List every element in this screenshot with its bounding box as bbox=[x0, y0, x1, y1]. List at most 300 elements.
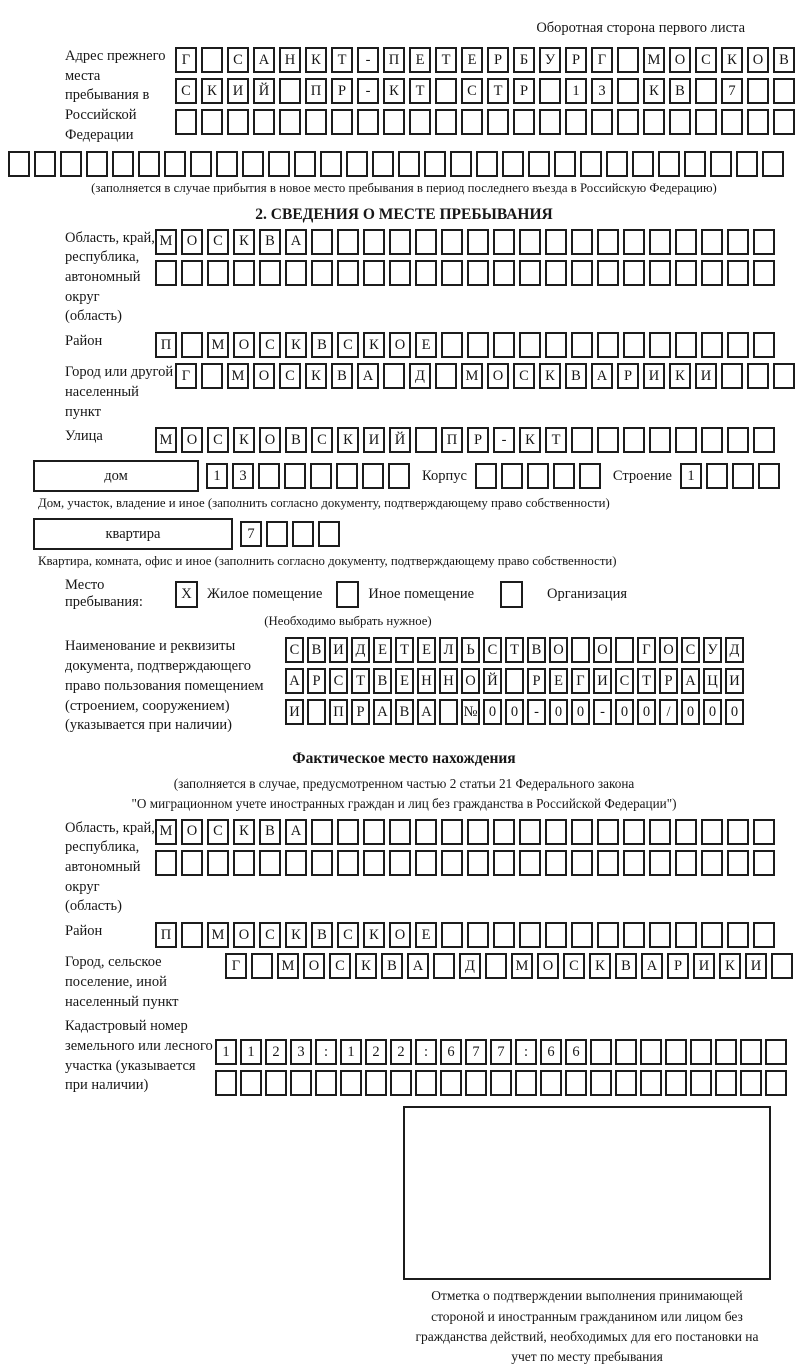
char-cell[interactable]: М bbox=[207, 332, 229, 358]
char-cell[interactable] bbox=[765, 1070, 787, 1096]
char-cell[interactable] bbox=[513, 109, 535, 135]
char-cell[interactable]: / bbox=[659, 699, 678, 725]
char-cell[interactable]: С bbox=[563, 953, 585, 979]
char-cell[interactable] bbox=[265, 1070, 287, 1096]
char-cell[interactable]: К bbox=[337, 427, 359, 453]
char-cell[interactable]: 1 bbox=[680, 463, 702, 489]
char-cell[interactable] bbox=[398, 151, 420, 177]
char-cell[interactable] bbox=[554, 151, 576, 177]
char-cell[interactable]: Г bbox=[637, 637, 656, 663]
char-cell[interactable]: К bbox=[643, 78, 665, 104]
char-cell[interactable] bbox=[388, 463, 410, 489]
char-cell[interactable] bbox=[207, 260, 229, 286]
char-cell[interactable] bbox=[649, 922, 671, 948]
char-cell[interactable] bbox=[615, 1070, 637, 1096]
char-cell[interactable]: П bbox=[305, 78, 327, 104]
char-cell[interactable]: А bbox=[253, 47, 275, 73]
char-cell[interactable] bbox=[753, 850, 775, 876]
char-cell[interactable]: Т bbox=[505, 637, 524, 663]
char-cell[interactable]: Т bbox=[545, 427, 567, 453]
char-cell[interactable]: Д bbox=[725, 637, 744, 663]
char-cell[interactable]: Е bbox=[549, 668, 568, 694]
char-cell[interactable] bbox=[337, 260, 359, 286]
char-cell[interactable] bbox=[597, 819, 619, 845]
char-cell[interactable] bbox=[207, 850, 229, 876]
char-cell[interactable] bbox=[279, 78, 301, 104]
char-cell[interactable] bbox=[279, 109, 301, 135]
char-cell[interactable] bbox=[695, 78, 717, 104]
char-cell[interactable]: С bbox=[207, 819, 229, 845]
char-cell[interactable]: Р bbox=[351, 699, 370, 725]
char-cell[interactable] bbox=[753, 427, 775, 453]
char-cell[interactable] bbox=[727, 819, 749, 845]
char-cell[interactable]: П bbox=[155, 922, 177, 948]
char-cell[interactable] bbox=[675, 819, 697, 845]
char-cell[interactable] bbox=[372, 151, 394, 177]
char-cell[interactable] bbox=[181, 850, 203, 876]
char-cell[interactable]: 2 bbox=[390, 1039, 412, 1065]
char-cell[interactable] bbox=[240, 1070, 262, 1096]
char-cell[interactable]: Р bbox=[617, 363, 639, 389]
char-cell[interactable] bbox=[773, 78, 795, 104]
char-cell[interactable]: О bbox=[389, 922, 411, 948]
char-cell[interactable]: О bbox=[669, 47, 691, 73]
char-cell[interactable]: И bbox=[363, 427, 385, 453]
char-cell[interactable]: О bbox=[181, 427, 203, 453]
char-cell[interactable]: К bbox=[285, 332, 307, 358]
char-cell[interactable] bbox=[362, 463, 384, 489]
char-cell[interactable] bbox=[571, 850, 593, 876]
char-cell[interactable]: К bbox=[355, 953, 377, 979]
char-cell[interactable] bbox=[285, 850, 307, 876]
char-cell[interactable]: И bbox=[285, 699, 304, 725]
char-cell[interactable] bbox=[311, 229, 333, 255]
char-cell[interactable]: № bbox=[461, 699, 480, 725]
char-cell[interactable] bbox=[643, 109, 665, 135]
char-cell[interactable]: В bbox=[285, 427, 307, 453]
char-cell[interactable] bbox=[753, 260, 775, 286]
char-cell[interactable]: К bbox=[519, 427, 541, 453]
char-cell[interactable] bbox=[190, 151, 212, 177]
char-cell[interactable] bbox=[519, 922, 541, 948]
char-cell[interactable]: 7 bbox=[240, 521, 262, 547]
char-cell[interactable] bbox=[285, 260, 307, 286]
char-cell[interactable]: П bbox=[155, 332, 177, 358]
char-cell[interactable]: 3 bbox=[232, 463, 254, 489]
char-cell[interactable]: 6 bbox=[440, 1039, 462, 1065]
char-cell[interactable] bbox=[701, 332, 723, 358]
char-cell[interactable] bbox=[649, 819, 671, 845]
char-cell[interactable]: О bbox=[233, 922, 255, 948]
char-cell[interactable]: 0 bbox=[703, 699, 722, 725]
char-cell[interactable] bbox=[307, 699, 326, 725]
char-cell[interactable]: И bbox=[643, 363, 665, 389]
char-cell[interactable] bbox=[60, 151, 82, 177]
char-cell[interactable]: А bbox=[641, 953, 663, 979]
char-cell[interactable]: - bbox=[493, 427, 515, 453]
char-cell[interactable]: К bbox=[589, 953, 611, 979]
char-cell[interactable]: 0 bbox=[637, 699, 656, 725]
char-cell[interactable] bbox=[571, 819, 593, 845]
char-cell[interactable]: А bbox=[373, 699, 392, 725]
char-cell[interactable]: С bbox=[329, 668, 348, 694]
char-cell[interactable]: С bbox=[483, 637, 502, 663]
char-cell[interactable]: Н bbox=[279, 47, 301, 73]
char-cell[interactable] bbox=[493, 332, 515, 358]
char-cell[interactable]: В bbox=[395, 699, 414, 725]
char-cell[interactable] bbox=[736, 151, 758, 177]
char-cell[interactable] bbox=[266, 521, 288, 547]
char-cell[interactable]: О bbox=[253, 363, 275, 389]
char-cell[interactable] bbox=[389, 819, 411, 845]
char-cell[interactable]: С bbox=[207, 427, 229, 453]
char-cell[interactable] bbox=[675, 427, 697, 453]
char-cell[interactable]: Г bbox=[571, 668, 590, 694]
char-cell[interactable] bbox=[690, 1070, 712, 1096]
char-cell[interactable]: М bbox=[643, 47, 665, 73]
char-cell[interactable] bbox=[747, 363, 769, 389]
char-cell[interactable] bbox=[465, 1070, 487, 1096]
char-cell[interactable] bbox=[415, 229, 437, 255]
char-cell[interactable] bbox=[390, 1070, 412, 1096]
char-cell[interactable] bbox=[753, 922, 775, 948]
char-cell[interactable]: К bbox=[719, 953, 741, 979]
char-cell[interactable]: С bbox=[285, 637, 304, 663]
char-cell[interactable] bbox=[762, 151, 784, 177]
char-cell[interactable]: И bbox=[693, 953, 715, 979]
char-cell[interactable] bbox=[415, 1070, 437, 1096]
char-cell[interactable] bbox=[623, 229, 645, 255]
char-cell[interactable] bbox=[505, 668, 524, 694]
char-cell[interactable] bbox=[501, 463, 523, 489]
char-cell[interactable] bbox=[773, 109, 795, 135]
char-cell[interactable]: С bbox=[513, 363, 535, 389]
char-cell[interactable]: С bbox=[207, 229, 229, 255]
char-cell[interactable]: К bbox=[721, 47, 743, 73]
char-cell[interactable] bbox=[640, 1070, 662, 1096]
char-cell[interactable]: А bbox=[681, 668, 700, 694]
char-cell[interactable]: К bbox=[305, 47, 327, 73]
char-cell[interactable]: М bbox=[155, 229, 177, 255]
char-cell[interactable]: А bbox=[591, 363, 613, 389]
char-cell[interactable] bbox=[112, 151, 134, 177]
char-cell[interactable] bbox=[337, 229, 359, 255]
char-cell[interactable] bbox=[669, 109, 691, 135]
char-cell[interactable] bbox=[441, 850, 463, 876]
char-cell[interactable] bbox=[433, 953, 455, 979]
char-cell[interactable] bbox=[715, 1039, 737, 1065]
char-cell[interactable]: Б bbox=[513, 47, 535, 73]
char-cell[interactable] bbox=[632, 151, 654, 177]
char-cell[interactable] bbox=[571, 637, 590, 663]
char-cell[interactable]: - bbox=[357, 47, 379, 73]
char-cell[interactable] bbox=[415, 850, 437, 876]
char-cell[interactable]: : bbox=[415, 1039, 437, 1065]
char-cell[interactable] bbox=[311, 260, 333, 286]
char-cell[interactable]: М bbox=[227, 363, 249, 389]
char-cell[interactable]: Н bbox=[417, 668, 436, 694]
char-cell[interactable] bbox=[424, 151, 446, 177]
char-cell[interactable]: Ь bbox=[461, 637, 480, 663]
char-cell[interactable]: О bbox=[537, 953, 559, 979]
char-cell[interactable] bbox=[675, 332, 697, 358]
char-cell[interactable]: Й bbox=[253, 78, 275, 104]
char-cell[interactable]: К bbox=[233, 819, 255, 845]
char-cell[interactable] bbox=[747, 109, 769, 135]
char-cell[interactable] bbox=[727, 427, 749, 453]
char-cell[interactable] bbox=[389, 229, 411, 255]
char-cell[interactable] bbox=[268, 151, 290, 177]
char-cell[interactable] bbox=[490, 1070, 512, 1096]
char-cell[interactable] bbox=[227, 109, 249, 135]
char-cell[interactable]: С bbox=[279, 363, 301, 389]
char-cell[interactable] bbox=[493, 229, 515, 255]
char-cell[interactable] bbox=[155, 260, 177, 286]
char-cell[interactable]: М bbox=[155, 819, 177, 845]
char-cell[interactable]: Р bbox=[487, 47, 509, 73]
char-cell[interactable] bbox=[519, 332, 541, 358]
char-cell[interactable] bbox=[740, 1070, 762, 1096]
char-cell[interactable]: С bbox=[337, 332, 359, 358]
char-cell[interactable] bbox=[747, 78, 769, 104]
char-cell[interactable] bbox=[623, 427, 645, 453]
char-cell[interactable]: В bbox=[669, 78, 691, 104]
char-cell[interactable] bbox=[181, 922, 203, 948]
char-cell[interactable]: К bbox=[233, 427, 255, 453]
char-cell[interactable] bbox=[389, 260, 411, 286]
char-cell[interactable] bbox=[216, 151, 238, 177]
char-cell[interactable] bbox=[467, 260, 489, 286]
char-cell[interactable] bbox=[305, 109, 327, 135]
char-cell[interactable] bbox=[580, 151, 602, 177]
char-cell[interactable]: А bbox=[357, 363, 379, 389]
char-cell[interactable] bbox=[86, 151, 108, 177]
char-cell[interactable]: Р bbox=[307, 668, 326, 694]
char-cell[interactable] bbox=[310, 463, 332, 489]
char-cell[interactable] bbox=[441, 229, 463, 255]
char-cell[interactable] bbox=[695, 109, 717, 135]
char-cell[interactable]: 0 bbox=[549, 699, 568, 725]
char-cell[interactable]: Р bbox=[565, 47, 587, 73]
char-cell[interactable]: В bbox=[527, 637, 546, 663]
char-cell[interactable]: 3 bbox=[290, 1039, 312, 1065]
char-cell[interactable]: И bbox=[227, 78, 249, 104]
char-cell[interactable] bbox=[571, 229, 593, 255]
char-cell[interactable] bbox=[493, 819, 515, 845]
char-cell[interactable]: - bbox=[593, 699, 612, 725]
char-cell[interactable] bbox=[461, 109, 483, 135]
char-cell[interactable] bbox=[727, 850, 749, 876]
char-cell[interactable] bbox=[727, 332, 749, 358]
char-cell[interactable] bbox=[665, 1039, 687, 1065]
char-cell[interactable] bbox=[340, 1070, 362, 1096]
char-cell[interactable] bbox=[545, 260, 567, 286]
char-cell[interactable] bbox=[292, 521, 314, 547]
char-cell[interactable] bbox=[485, 953, 507, 979]
char-cell[interactable]: Е bbox=[415, 922, 437, 948]
char-cell[interactable] bbox=[290, 1070, 312, 1096]
char-cell[interactable]: Д bbox=[351, 637, 370, 663]
char-cell[interactable] bbox=[175, 109, 197, 135]
char-cell[interactable]: 1 bbox=[340, 1039, 362, 1065]
residential-checkbox[interactable]: X bbox=[175, 581, 198, 608]
char-cell[interactable] bbox=[294, 151, 316, 177]
char-cell[interactable]: С bbox=[311, 427, 333, 453]
char-cell[interactable]: С bbox=[615, 668, 634, 694]
char-cell[interactable] bbox=[740, 1039, 762, 1065]
char-cell[interactable] bbox=[435, 78, 457, 104]
char-cell[interactable]: О bbox=[487, 363, 509, 389]
char-cell[interactable]: Г bbox=[225, 953, 247, 979]
char-cell[interactable] bbox=[597, 229, 619, 255]
char-cell[interactable]: С bbox=[461, 78, 483, 104]
char-cell[interactable]: 3 bbox=[591, 78, 613, 104]
char-cell[interactable]: И bbox=[725, 668, 744, 694]
char-cell[interactable] bbox=[710, 151, 732, 177]
char-cell[interactable] bbox=[753, 229, 775, 255]
char-cell[interactable] bbox=[615, 637, 634, 663]
char-cell[interactable]: М bbox=[155, 427, 177, 453]
char-cell[interactable]: 1 bbox=[565, 78, 587, 104]
char-cell[interactable] bbox=[597, 260, 619, 286]
char-cell[interactable] bbox=[565, 109, 587, 135]
char-cell[interactable] bbox=[415, 819, 437, 845]
char-cell[interactable]: 7 bbox=[721, 78, 743, 104]
char-cell[interactable] bbox=[597, 332, 619, 358]
char-cell[interactable]: Е bbox=[461, 47, 483, 73]
char-cell[interactable] bbox=[439, 699, 458, 725]
char-cell[interactable] bbox=[383, 109, 405, 135]
char-cell[interactable] bbox=[553, 463, 575, 489]
char-cell[interactable] bbox=[337, 819, 359, 845]
char-cell[interactable]: П bbox=[329, 699, 348, 725]
char-cell[interactable] bbox=[487, 109, 509, 135]
char-cell[interactable]: О bbox=[181, 819, 203, 845]
char-cell[interactable] bbox=[318, 521, 340, 547]
char-cell[interactable]: 0 bbox=[681, 699, 700, 725]
char-cell[interactable]: 7 bbox=[465, 1039, 487, 1065]
char-cell[interactable] bbox=[684, 151, 706, 177]
char-cell[interactable]: М bbox=[461, 363, 483, 389]
char-cell[interactable] bbox=[467, 819, 489, 845]
char-cell[interactable] bbox=[765, 1039, 787, 1065]
char-cell[interactable]: К bbox=[363, 922, 385, 948]
char-cell[interactable] bbox=[233, 850, 255, 876]
char-cell[interactable] bbox=[441, 260, 463, 286]
char-cell[interactable]: О bbox=[593, 637, 612, 663]
char-cell[interactable] bbox=[242, 151, 264, 177]
char-cell[interactable] bbox=[571, 427, 593, 453]
char-cell[interactable]: 1 bbox=[215, 1039, 237, 1065]
char-cell[interactable] bbox=[623, 332, 645, 358]
char-cell[interactable]: П bbox=[441, 427, 463, 453]
other-premises-checkbox[interactable] bbox=[336, 581, 359, 608]
char-cell[interactable]: С bbox=[259, 922, 281, 948]
char-cell[interactable] bbox=[675, 260, 697, 286]
char-cell[interactable] bbox=[467, 229, 489, 255]
char-cell[interactable]: А bbox=[285, 229, 307, 255]
char-cell[interactable] bbox=[138, 151, 160, 177]
char-cell[interactable] bbox=[732, 463, 754, 489]
char-cell[interactable]: С bbox=[227, 47, 249, 73]
char-cell[interactable]: В bbox=[311, 922, 333, 948]
char-cell[interactable] bbox=[435, 109, 457, 135]
char-cell[interactable]: 0 bbox=[571, 699, 590, 725]
char-cell[interactable]: : bbox=[515, 1039, 537, 1065]
char-cell[interactable]: В bbox=[259, 229, 281, 255]
char-cell[interactable]: Е bbox=[409, 47, 431, 73]
char-cell[interactable] bbox=[617, 78, 639, 104]
char-cell[interactable] bbox=[579, 463, 601, 489]
char-cell[interactable] bbox=[649, 850, 671, 876]
char-cell[interactable] bbox=[284, 463, 306, 489]
char-cell[interactable] bbox=[435, 363, 457, 389]
char-cell[interactable] bbox=[665, 1070, 687, 1096]
char-cell[interactable]: К bbox=[305, 363, 327, 389]
char-cell[interactable] bbox=[701, 922, 723, 948]
char-cell[interactable]: В bbox=[773, 47, 795, 73]
char-cell[interactable] bbox=[389, 850, 411, 876]
char-cell[interactable]: 6 bbox=[565, 1039, 587, 1065]
char-cell[interactable] bbox=[597, 850, 619, 876]
char-cell[interactable]: Д bbox=[409, 363, 431, 389]
char-cell[interactable]: Д bbox=[459, 953, 481, 979]
char-cell[interactable] bbox=[493, 260, 515, 286]
char-cell[interactable]: Т bbox=[351, 668, 370, 694]
char-cell[interactable] bbox=[311, 819, 333, 845]
char-cell[interactable] bbox=[164, 151, 186, 177]
char-cell[interactable] bbox=[320, 151, 342, 177]
char-cell[interactable] bbox=[623, 260, 645, 286]
char-cell[interactable]: У bbox=[703, 637, 722, 663]
char-cell[interactable]: Н bbox=[439, 668, 458, 694]
char-cell[interactable] bbox=[441, 819, 463, 845]
char-cell[interactable] bbox=[8, 151, 30, 177]
char-cell[interactable] bbox=[675, 229, 697, 255]
char-cell[interactable] bbox=[450, 151, 472, 177]
char-cell[interactable] bbox=[615, 1039, 637, 1065]
char-cell[interactable]: В bbox=[381, 953, 403, 979]
char-cell[interactable] bbox=[441, 922, 463, 948]
char-cell[interactable] bbox=[409, 109, 431, 135]
char-cell[interactable]: Й bbox=[389, 427, 411, 453]
char-cell[interactable] bbox=[363, 260, 385, 286]
char-cell[interactable] bbox=[606, 151, 628, 177]
char-cell[interactable] bbox=[155, 850, 177, 876]
char-cell[interactable]: С bbox=[681, 637, 700, 663]
char-cell[interactable]: О bbox=[303, 953, 325, 979]
char-cell[interactable] bbox=[727, 922, 749, 948]
char-cell[interactable] bbox=[336, 463, 358, 489]
char-cell[interactable]: В bbox=[331, 363, 353, 389]
char-cell[interactable] bbox=[701, 260, 723, 286]
char-cell[interactable]: И bbox=[745, 953, 767, 979]
char-cell[interactable] bbox=[440, 1070, 462, 1096]
char-cell[interactable] bbox=[519, 819, 541, 845]
char-cell[interactable] bbox=[215, 1070, 237, 1096]
char-cell[interactable] bbox=[571, 332, 593, 358]
char-cell[interactable] bbox=[727, 260, 749, 286]
char-cell[interactable]: 0 bbox=[725, 699, 744, 725]
char-cell[interactable] bbox=[34, 151, 56, 177]
char-cell[interactable]: Р bbox=[527, 668, 546, 694]
char-cell[interactable] bbox=[545, 332, 567, 358]
char-cell[interactable]: А bbox=[285, 668, 304, 694]
char-cell[interactable]: В bbox=[311, 332, 333, 358]
char-cell[interactable]: К bbox=[285, 922, 307, 948]
char-cell[interactable]: А bbox=[417, 699, 436, 725]
char-cell[interactable]: О bbox=[259, 427, 281, 453]
